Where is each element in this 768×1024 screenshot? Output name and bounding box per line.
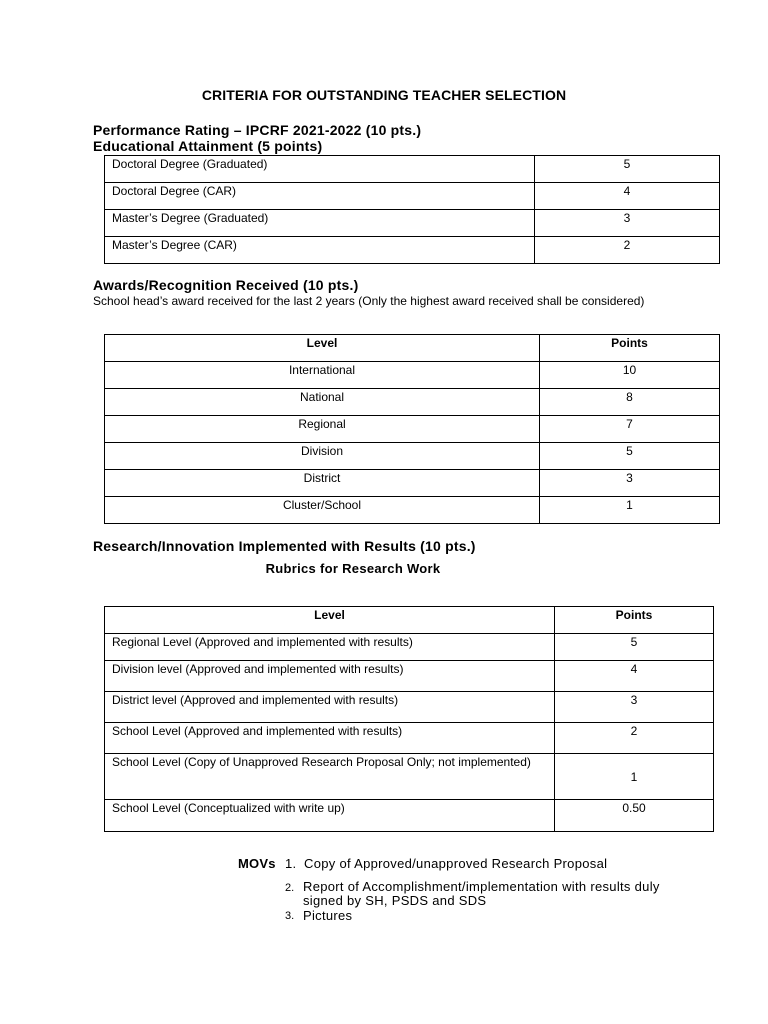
research-points-cell: 2 <box>555 723 714 754</box>
award-level-cell: Cluster/School <box>105 497 540 524</box>
award-points-cell: 5 <box>540 443 720 470</box>
award-points-cell: 7 <box>540 416 720 443</box>
research-level-cell: Division level (Approved and implemented with results) <box>105 661 555 692</box>
movs-item-text: Pictures <box>303 908 353 923</box>
research-level-cell: School Level (Copy of Unapproved Research Proposal Only; not implemented) <box>105 754 555 800</box>
table-row <box>105 389 720 416</box>
award-points-cell: 10 <box>540 362 720 389</box>
award-points-cell: 3 <box>540 470 720 497</box>
educational-attainment-heading: Educational Attainment (5 points) <box>93 138 323 154</box>
edu-points-cell: 5 <box>535 156 720 183</box>
movs-item <box>285 856 296 871</box>
table-row <box>105 723 714 754</box>
educational-attainment-table <box>104 155 720 264</box>
research-level-cell: Regional Level (Approved and implemented with results) <box>105 634 555 661</box>
award-points-cell: 1 <box>540 497 720 524</box>
movs-item-text: Report of Accomplishment/implementation with results duly signed by SH, PSDS and SDS <box>303 879 660 908</box>
research-level-cell: School Level (Conceptualized with write up) <box>105 800 555 832</box>
movs-label: MOVs <box>238 856 276 871</box>
table-row <box>105 692 714 723</box>
movs-item-number: 3. <box>285 910 295 922</box>
award-points-cell: 8 <box>540 389 720 416</box>
table-row <box>105 416 720 443</box>
table-row <box>105 634 714 661</box>
award-level-cell: International <box>105 362 540 389</box>
table-row <box>105 443 720 470</box>
awards-table <box>104 334 720 524</box>
table-row <box>105 800 714 832</box>
table-row <box>105 210 720 237</box>
movs-item-text: Copy of Approved/unapproved Research Proposal <box>304 856 608 871</box>
awards-note: School head’s award received for the last 2 years (Only the highest award received shall be considered) <box>93 294 645 308</box>
table-row <box>105 470 720 497</box>
award-level-cell: District <box>105 470 540 497</box>
table-row <box>105 156 720 183</box>
research-rubrics-table <box>104 606 714 832</box>
column-header-level: Level <box>105 607 555 634</box>
performance-rating-heading: Performance Rating – IPCRF 2021-2022 (10 pts.) <box>93 122 422 138</box>
research-heading: Research/Innovation Implemented with Results (10 pts.) <box>93 538 476 554</box>
research-level-cell: District level (Approved and implemented with results) <box>105 692 555 723</box>
research-rubrics-subheading: Rubrics for Research Work <box>265 561 441 576</box>
column-header-points: Points <box>555 607 714 634</box>
movs-item-number: 2. <box>285 882 295 894</box>
edu-points-cell: 2 <box>535 237 720 264</box>
award-level-cell: National <box>105 389 540 416</box>
research-level-cell: School Level (Approved and implemented with results) <box>105 723 555 754</box>
table-row <box>105 183 720 210</box>
document-title: CRITERIA FOR OUTSTANDING TEACHER SELECTION <box>201 87 567 103</box>
movs-item-number: 1. <box>285 856 297 871</box>
research-points-cell: 0.50 <box>555 800 714 832</box>
edu-points-cell: 4 <box>535 183 720 210</box>
research-points-cell: 3 <box>555 692 714 723</box>
edu-level-cell: Doctoral Degree (Graduated) <box>105 156 535 183</box>
research-points-cell: 4 <box>555 661 714 692</box>
edu-level-cell: Master’s Degree (Graduated) <box>105 210 535 237</box>
award-level-cell: Regional <box>105 416 540 443</box>
column-header-level: Level <box>105 335 540 362</box>
award-level-cell: Division <box>105 443 540 470</box>
edu-points-cell: 3 <box>535 210 720 237</box>
table-row <box>105 661 714 692</box>
research-points-cell: 1 <box>555 754 714 800</box>
table-row <box>105 754 714 800</box>
research-points-cell: 5 <box>555 634 714 661</box>
edu-level-cell: Doctoral Degree (CAR) <box>105 183 535 210</box>
table-row <box>105 362 720 389</box>
column-header-points: Points <box>540 335 720 362</box>
table-header-row <box>105 335 720 362</box>
table-row <box>105 497 720 524</box>
awards-heading: Awards/Recognition Received (10 pts.) <box>93 277 359 293</box>
edu-level-cell: Master’s Degree (CAR) <box>105 237 535 264</box>
table-row <box>105 237 720 264</box>
table-header-row <box>105 607 714 634</box>
